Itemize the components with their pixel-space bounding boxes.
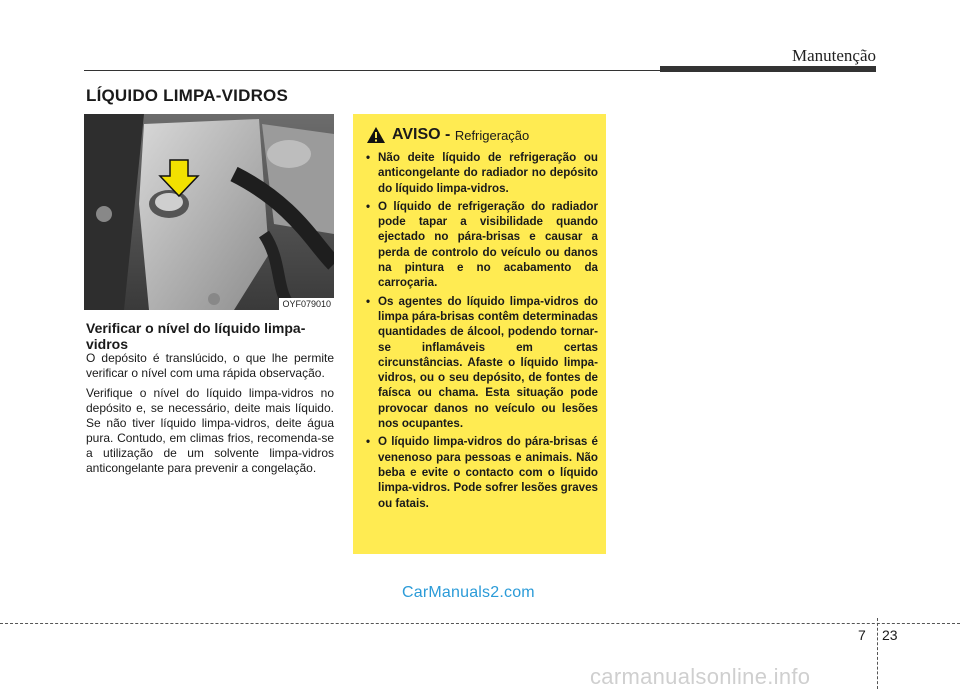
photo-code: OYF079010 — [279, 298, 334, 310]
body-text — [86, 351, 334, 481]
header-rule-accent — [660, 66, 876, 72]
header-rule — [84, 70, 664, 71]
warning-item: • O líquido de refrigeração do radiador pode tapar a visibilidade quando ejectado no pára-brisas e causar a perda de controlo do veículo ou danos na pintura e no acabamento da carroçaria. — [364, 199, 598, 291]
warning-item: • O líquido limpa-vidros do pára-brisas é venenoso para pessoas e animais. Não beba e evite o contacto com o líquido limpa-vidros. Pode sofrer lesões graves ou fatais. — [364, 434, 598, 510]
engine-bay-photo — [84, 114, 334, 310]
footer-divider — [0, 623, 960, 624]
warning-box — [353, 114, 606, 554]
warning-item: • Os agentes do líquido limpa-vidros do limpa pára-brisas contêm determinadas quantidades de álcool, podendo tornar-se inflamáveis em certas circunstâncias. Afaste o líquido limpa-vidros, ou o seu depósito, de fontes de faísca ou chama. Esta situação pode provocar danos no veículo ou lesões nos ocupantes. — [364, 294, 598, 432]
page-number: 23 — [882, 627, 898, 643]
subheading: Verificar o nível do líquido limpa-vidros — [86, 320, 306, 352]
paragraph: O depósito é translúcido, o que lhe permite verificar o nível com uma rápida observação. — [86, 351, 334, 380]
section-title: LÍQUIDO LIMPA-VIDROS — [86, 86, 289, 105]
warning-header — [364, 126, 598, 144]
chapter-number: 7 — [858, 627, 866, 643]
watermark-link[interactable]: CarManuals2.com — [402, 584, 535, 601]
warning-subtitle: Refrigeração — [454, 127, 530, 143]
site-watermark: carmanualsonline.info — [590, 664, 811, 689]
header-title: Manutenção — [791, 46, 876, 65]
warning-list — [364, 150, 598, 511]
paragraph: Verifique o nível do líquido limpa-vidros no depósito e, se necessário, deite mais líquido. Se não tiver líquido limpa-vidros, deite água pura. Contudo, em climas frios, recomenda-se a utilização de um solvente limpa-vidros anticongelante para prevenir a congelação. — [86, 386, 334, 475]
warning-title: AVISO - — [392, 126, 451, 143]
warning-item: • Não deite líquido de refrigeração ou anticongelante do radiador no depósito do líquido limpa-vidros. — [364, 150, 598, 196]
warning-triangle-icon — [366, 126, 386, 144]
page-number-separator — [877, 618, 878, 689]
